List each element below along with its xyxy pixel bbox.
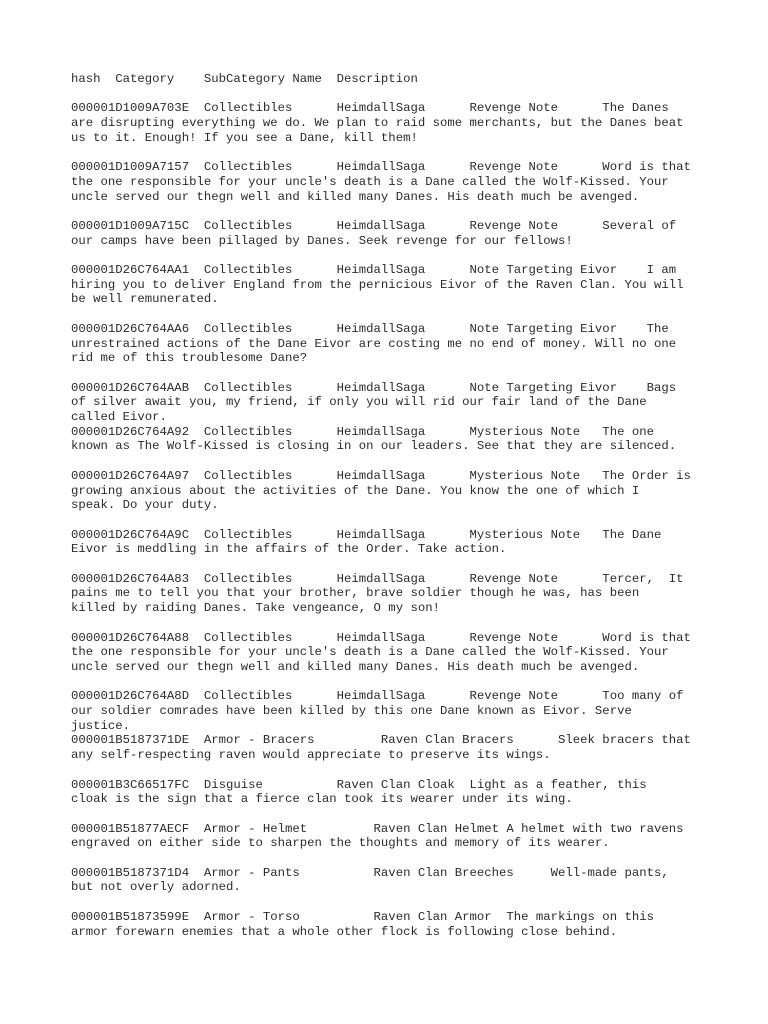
blank-line [71, 204, 711, 219]
text-line: the one responsible for your uncle's death is a Dane called the Wolf-Kissed. Your [71, 645, 669, 660]
text-line: 000001D26C764A92 Collectibles HeimdallSaga Mysterious Note The one [71, 424, 654, 439]
text-line: hiring you to deliver England from the pernicious Eivor of the Raven Clan. You will [71, 277, 684, 292]
text-line: 000001D26C764AA6 Collectibles HeimdallSaga Note Targeting Eivor The [71, 321, 669, 336]
text-line: are disrupting everything we do. We plan to raid some merchants, but the Danes beat [71, 116, 684, 131]
text-line: 000001D1009A715C Collectibles HeimdallSaga Revenge Note Several of [71, 218, 677, 233]
text-line: us to it. Enough! If you see a Dane, kill them! [71, 130, 418, 145]
text-line: killed by raiding Danes. Take vengeance, O my son! [71, 601, 440, 616]
text-line: called Eivor. [71, 410, 167, 425]
text-line: 000001B51873599E Armor - Torso Raven Clan Armor The markings on this [71, 909, 654, 924]
blank-line [71, 851, 711, 866]
text-line: speak. Do your duty. [71, 498, 219, 513]
header-line: hash Category SubCategory Name Description [71, 72, 418, 86]
blank-line [71, 807, 711, 822]
text-line: uncle served our thegn well and killed many Danes. His death much be avenged. [71, 659, 640, 674]
text-line: engraved on either side to sharpen the thoughts and memory of its wearer. [71, 836, 610, 851]
blank-line [71, 307, 711, 322]
text-line: 000001D26C764A88 Collectibles HeimdallSaga Revenge Note Word is that [71, 630, 691, 645]
text-line: pains me to tell you that your brother, brave soldier though he was, has been [71, 586, 640, 601]
blank-line [71, 616, 711, 631]
text-line: growing anxious about the activities of the Dane. You know the one of which I [71, 483, 640, 498]
blank-line [71, 366, 711, 381]
blank-line [71, 146, 711, 161]
text-line: 000001D26C764AA1 Collectibles HeimdallSaga Note Targeting Eivor I am [71, 263, 677, 278]
text-line: any self-respecting raven would appreciate to preserve its wings. [71, 748, 551, 763]
text-line: uncle served our thegn well and killed many Danes. His death much be avenged. [71, 189, 640, 204]
text-line: cloak is the sign that a fierce clan took its wearer under its wing. [71, 792, 573, 807]
text-line: 000001B5187371D4 Armor - Pants Raven Clan Breeches Well-made pants, [71, 865, 669, 880]
text-line: 000001D1009A703E Collectibles HeimdallSaga Revenge Note The Danes [71, 101, 669, 116]
blank-line [71, 248, 711, 263]
text-line: rid me of this troublesome Dane? [71, 351, 308, 366]
blank-line [71, 87, 711, 102]
blank-line [71, 763, 711, 778]
text-line: justice. [71, 718, 131, 733]
text-line: 000001D26C764A83 Collectibles HeimdallSaga Revenge Note Tercer, It [71, 571, 684, 586]
blank-line [71, 557, 711, 572]
text-line: 000001B3C66517FC Disguise Raven Clan Cloak Light as a feather, this [71, 777, 647, 792]
text-line: armor forewarn enemies that a whole other flock is following close behind. [71, 924, 618, 939]
blank-line [71, 513, 711, 528]
blank-line [71, 675, 711, 690]
text-line: but not overly adorned. [71, 880, 241, 895]
blank-line [71, 454, 711, 469]
text-line: Eivor is meddling in the affairs of the Order. Take action. [71, 542, 507, 557]
text-line: 000001B5187371DE Armor - Bracers Raven Clan Bracers Sleek bracers that [71, 733, 691, 748]
text-line: 000001B51877AECF Armor - Helmet Raven Clan Helmet A helmet with two ravens [71, 821, 684, 836]
text-line: 000001D26C764A9C Collectibles HeimdallSaga Mysterious Note The Dane [71, 527, 662, 542]
document-body [71, 72, 711, 939]
text-line: 000001D26C764AAB Collectibles HeimdallSaga Note Targeting Eivor Bags [71, 380, 677, 395]
text-line: our camps have been pillaged by Danes. Seek revenge for our fellows! [71, 233, 573, 248]
text-line: the one responsible for your uncle's death is a Dane called the Wolf-Kissed. Your [71, 174, 669, 189]
text-line: unrestrained actions of the Dane Eivor are costing me no end of money. Will no one [71, 336, 677, 351]
text-line: our soldier comrades have been killed by this one Dane known as Eivor. Serve [71, 704, 632, 719]
text-line: of silver await you, my friend, if only you will rid our fair land of the Dane [71, 395, 647, 410]
blank-line [71, 895, 711, 910]
text-line: 000001D26C764A8D Collectibles HeimdallSaga Revenge Note Too many of [71, 689, 684, 704]
text-line: 000001D1009A7157 Collectibles HeimdallSaga Revenge Note Word is that [71, 160, 691, 175]
text-line: 000001D26C764A97 Collectibles HeimdallSaga Mysterious Note The Order is [71, 468, 691, 483]
text-line: known as The Wolf-Kissed is closing in on our leaders. See that they are silenced. [71, 439, 677, 454]
text-line: be well remunerated. [71, 292, 219, 307]
